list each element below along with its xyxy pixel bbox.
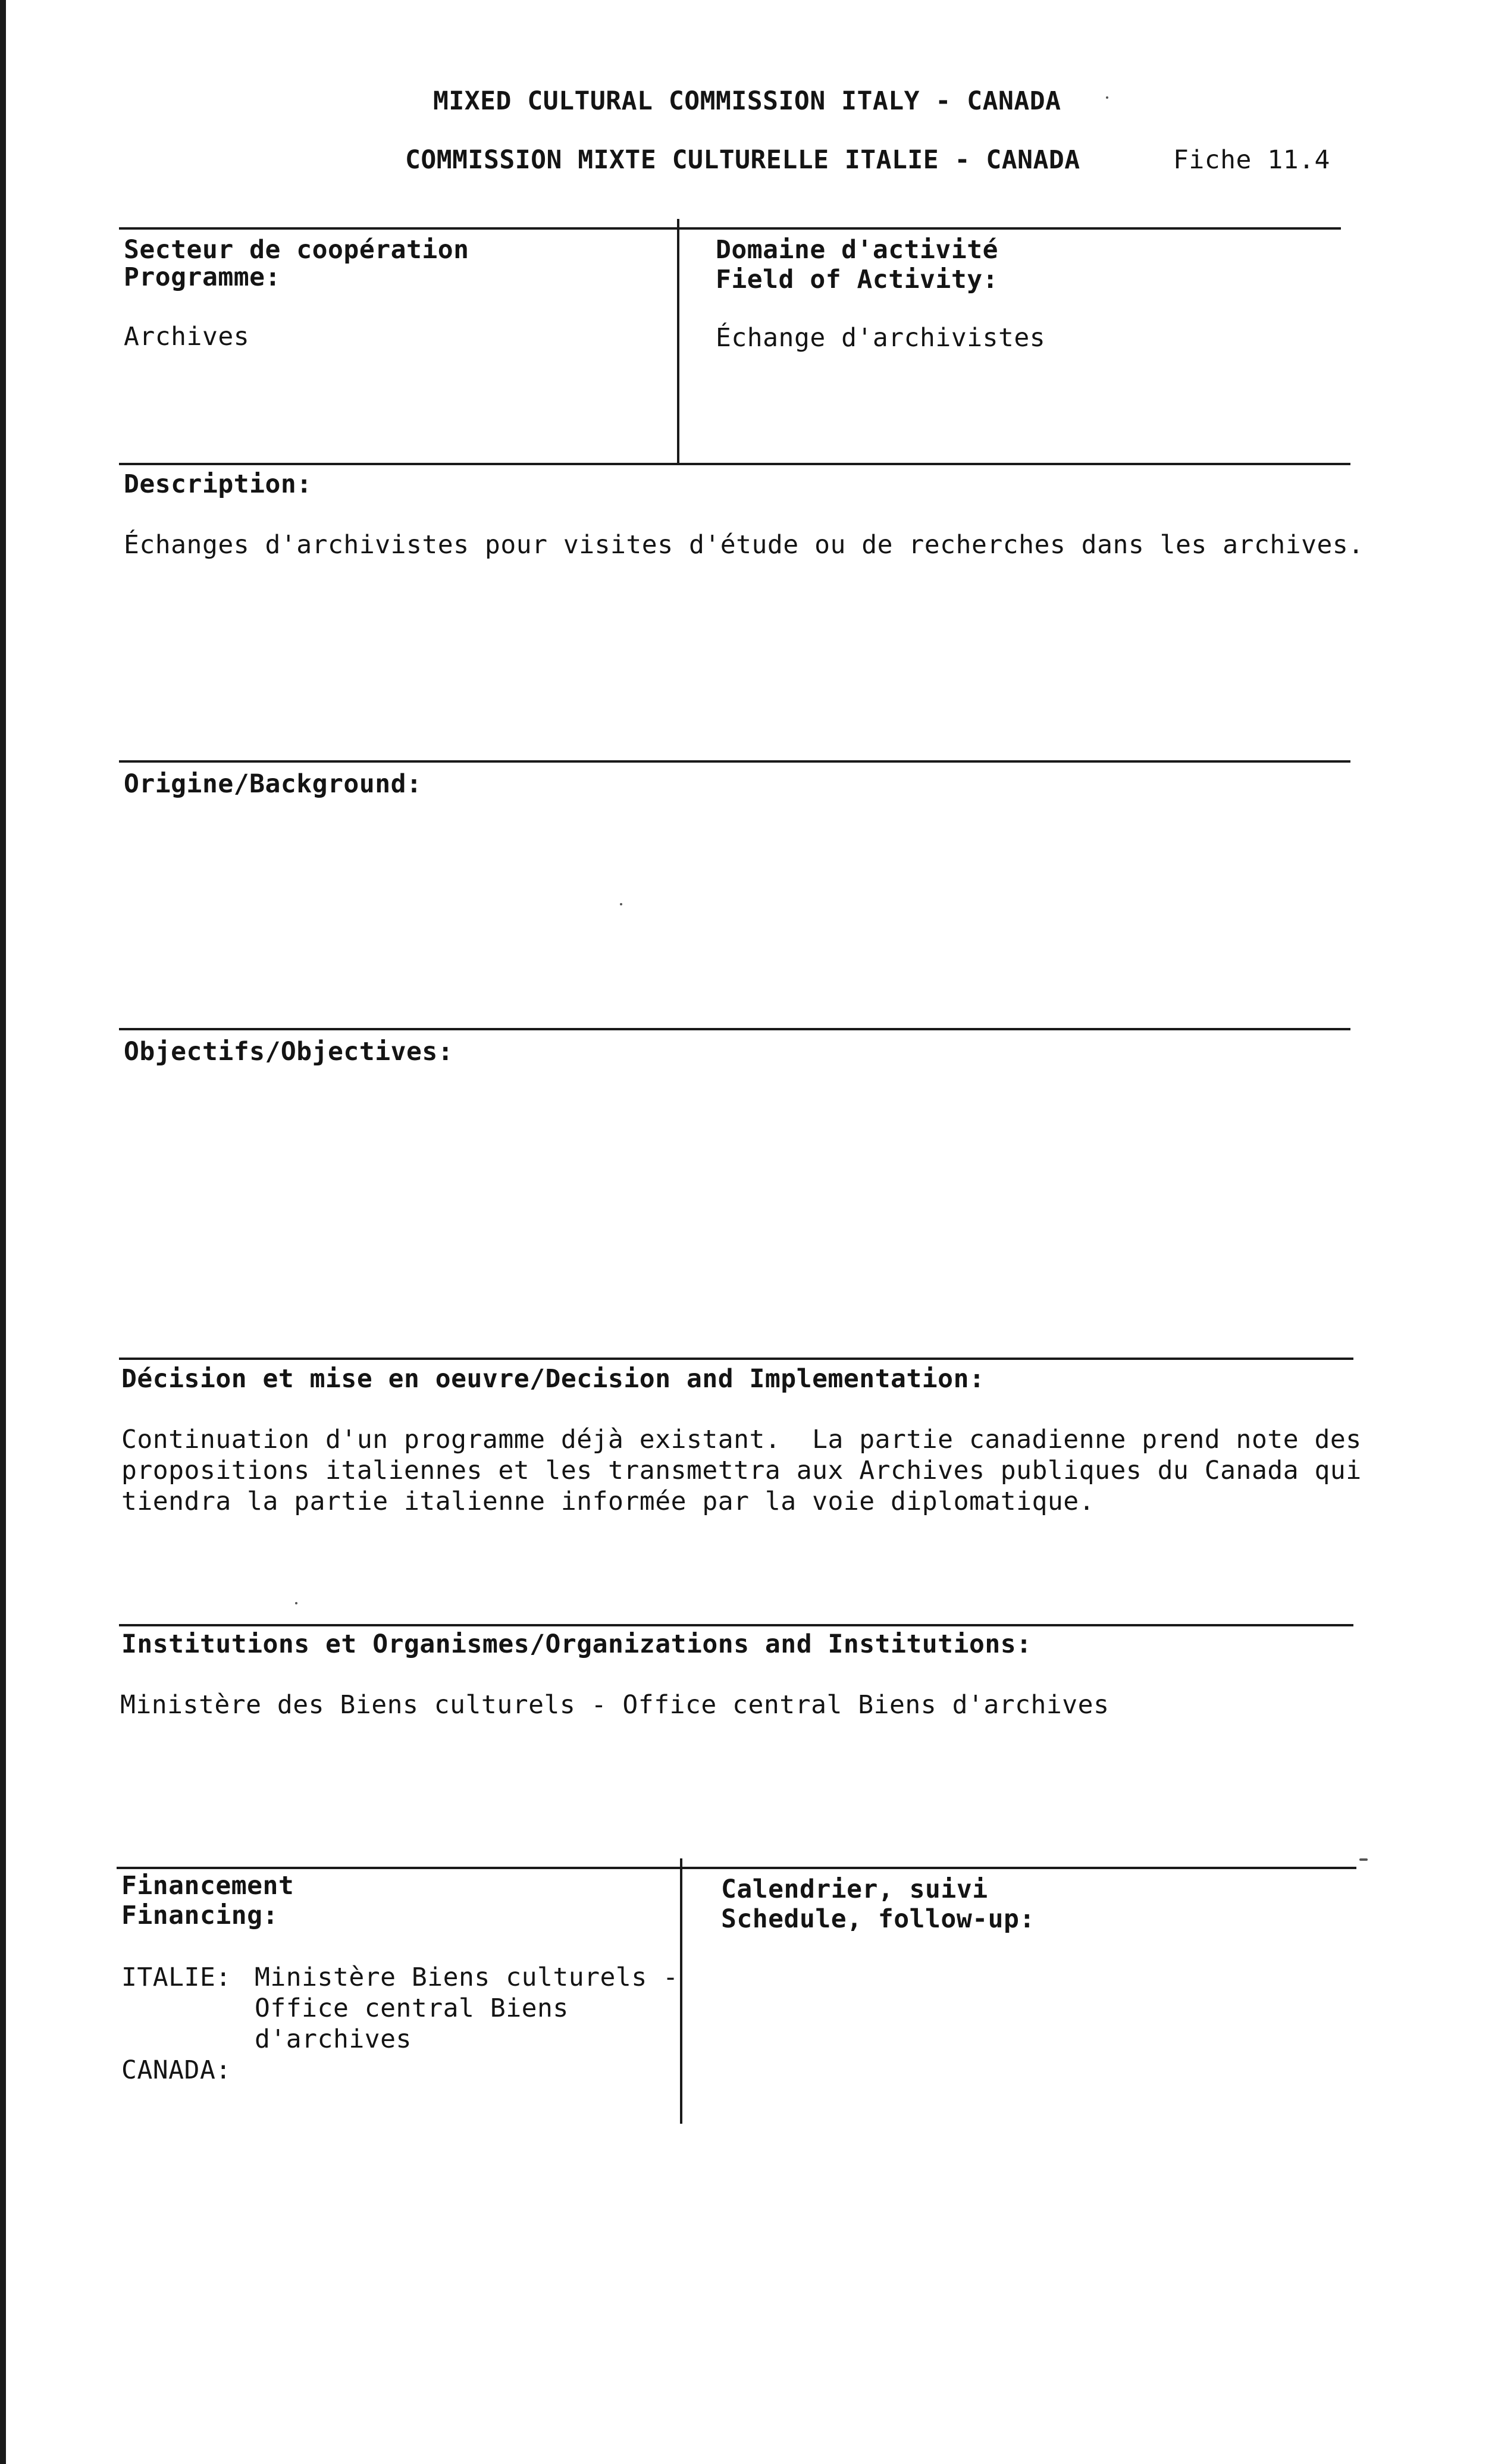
scan-speck	[295, 1602, 297, 1604]
institutions-text: Ministère des Biens culturels - Office central Biens d'archives	[120, 1690, 1110, 1720]
sector-label-fr: Secteur de coopération	[124, 235, 469, 265]
financing-label-en: Financing:	[121, 1901, 278, 1930]
scan-speck	[620, 903, 622, 905]
decision-line: Continuation d'un programme déjà existant. La partie canadienne prend note des	[121, 1425, 1362, 1454]
title-fr: COMMISSION MIXTE CULTURELLE ITALIE - CANADA	[405, 145, 1080, 175]
schedule-label-en: Schedule, follow-up:	[721, 1904, 1035, 1934]
description-label: Description:	[124, 469, 312, 499]
financing-italy-label: ITALIE:	[121, 1963, 231, 1992]
top-box-divider	[677, 219, 679, 463]
fiche-number: Fiche 11.4	[1173, 145, 1330, 175]
sector-value: Archives	[124, 322, 250, 352]
schedule-label-fr: Calendrier, suivi	[721, 1874, 988, 1904]
scan-speck	[1106, 96, 1108, 99]
scan-speck	[1359, 1858, 1368, 1861]
decision-line: tiendra la partie italienne informée par la voie diplomatique.	[121, 1487, 1095, 1516]
field-label-en: Field of Activity:	[716, 265, 998, 294]
description-rule	[119, 463, 1350, 465]
title-en: MIXED CULTURAL COMMISSION ITALY - CANADA	[433, 86, 1061, 116]
financing-canada-label: CANADA:	[121, 2055, 231, 2085]
page-edge	[0, 0, 6, 2464]
financing-italy-line: d'archives	[255, 2024, 412, 2054]
decision-line: propositions italiennes et les transmettra aux Archives publiques du Canada qui	[121, 1456, 1362, 1485]
objectives-rule	[119, 1028, 1350, 1030]
description-text: Échanges d'archivistes pour visites d'étude ou de recherches dans les archives.	[124, 530, 1364, 560]
field-value: Échange d'archivistes	[716, 323, 1046, 353]
financing-italy-line: Ministère Biens culturels -	[255, 1963, 679, 1992]
financing-rule	[117, 1867, 1356, 1869]
financing-label-fr: Financement	[121, 1871, 294, 1901]
decision-label: Décision et mise en oeuvre/Decision and Implementation:	[121, 1364, 985, 1394]
background-rule	[119, 760, 1350, 763]
top-rule	[119, 227, 1341, 230]
institutions-rule	[119, 1624, 1353, 1626]
decision-rule	[119, 1358, 1353, 1360]
financing-box-divider	[680, 1858, 682, 2124]
objectives-label: Objectifs/Objectives:	[124, 1037, 454, 1067]
institutions-label: Institutions et Organismes/Organizations and Institutions:	[121, 1629, 1032, 1659]
sector-label-en: Programme:	[124, 262, 281, 292]
field-label-fr: Domaine d'activité	[716, 235, 998, 265]
financing-italy-line: Office central Biens	[255, 1993, 569, 2023]
background-label: Origine/Background:	[124, 769, 422, 799]
